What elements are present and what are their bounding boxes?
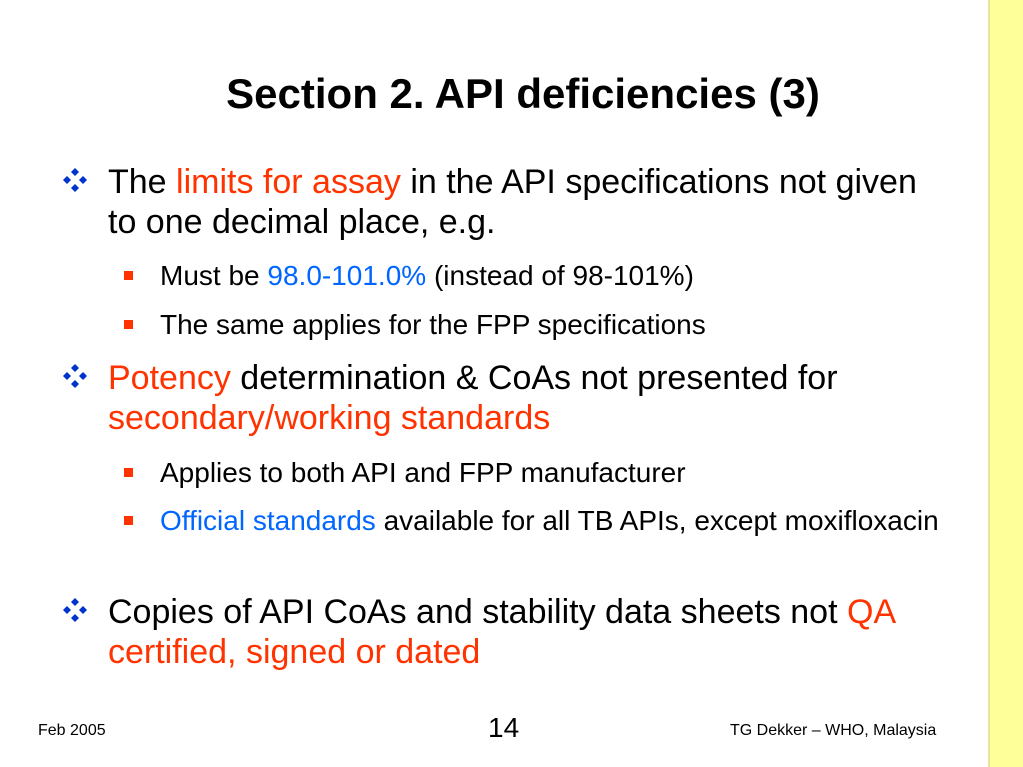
highlight-range: 98.0-101.0% [267,260,427,291]
sub-bullet-applies: Applies to both API and FPP manufacturer [160,457,686,488]
highlight-potency: Potency [108,359,231,397]
square-bullet-icon [124,271,133,280]
bullet-potency [108,358,938,438]
text: available for all TB APIs, except moxifloxacin [375,505,939,536]
bullet-copies [108,592,938,672]
bullet-limits-for-assay [108,162,938,242]
footer-date: Feb 2005 [38,722,106,739]
text: Copies of API CoAs and stability data sheets not [108,593,847,631]
highlight-limits-for-assay: limits for assay [176,163,401,201]
diamond-bullet-icon [62,363,88,389]
text: The [108,163,177,201]
square-bullet-icon [124,468,133,477]
diamond-bullet-icon [62,597,88,623]
text: in the API specifications not given to one decimal place, e.g. [108,163,917,241]
text: (instead of 98-101%) [426,260,694,291]
slide-title: Section 2. API deficiencies (3) [226,70,820,117]
sub-bullet-must-be [160,259,960,292]
diamond-bullet-icon [62,167,88,193]
text: determination & CoAs not presented for [230,359,838,397]
square-bullet-icon [124,320,133,329]
square-bullet-icon [124,516,133,525]
highlight-official-standards: Official standards [160,505,376,536]
sub-bullet-fpp-specs: The same applies for the FPP specifications [160,309,706,340]
page-number: 14 [488,712,520,743]
footer-author: TG Dekker – WHO, Malaysia [730,722,937,739]
highlight-qa: QA certified, signed or dated [108,593,895,671]
text: Must be [160,260,268,291]
sub-bullet-official-standards [160,504,960,537]
highlight-standards: secondary/working standards [108,399,551,437]
